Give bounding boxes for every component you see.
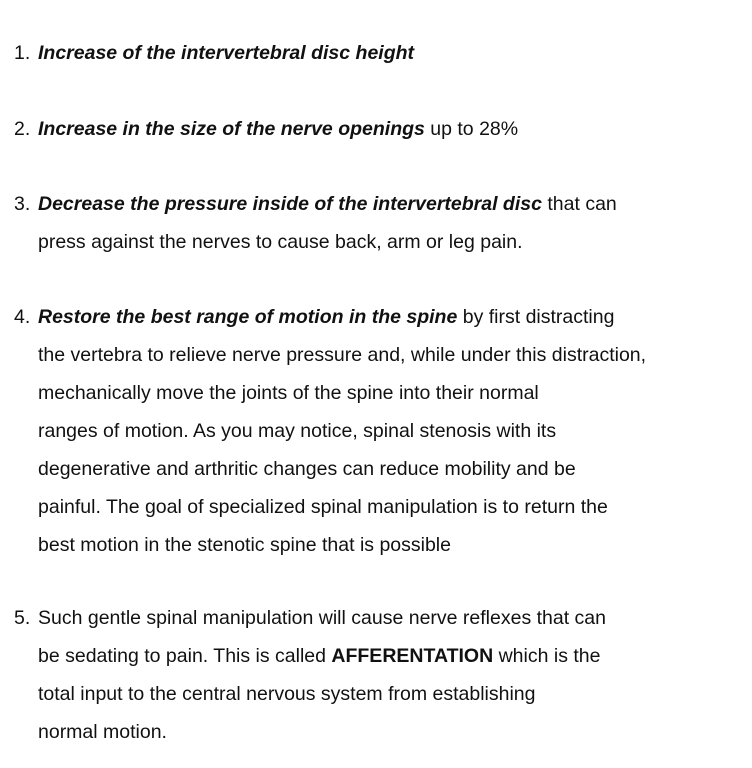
list-item-line: painful. The goal of specialized spinal manipulation is to return the — [38, 496, 608, 518]
list-item-line: total input to the central nervous system from establishing — [38, 683, 536, 705]
list-item-line: Such gentle spinal manipulation will cause nerve reflexes that can — [38, 607, 606, 629]
body-text: up to 28% — [424, 118, 519, 140]
body-text: by first distracting — [457, 306, 615, 328]
body-text: that can — [541, 193, 617, 215]
list-item-line: press against the nerves to cause back, arm or leg pain. — [38, 231, 523, 253]
emphasis-text: Increase of the intervertebral disc height — [38, 42, 415, 64]
list-item-number: 5. — [14, 607, 31, 629]
list-item-1 — [14, 34, 750, 72]
emphasis-text: Decrease the pressure inside of the intervertebral disc — [38, 193, 542, 215]
strong-term: AFFERENTATION — [331, 645, 494, 667]
list-item-4 — [14, 298, 750, 564]
list-item-3 — [14, 185, 750, 261]
list-item-line — [14, 34, 750, 72]
list-item-5 — [14, 599, 750, 751]
list-item-line — [14, 298, 750, 336]
list-item-number: 1. — [14, 42, 31, 64]
list-item-line — [14, 637, 750, 675]
list-item-line: mechanically move the joints of the spine into their normal — [38, 382, 539, 404]
body-text: which is the — [493, 645, 601, 667]
body-text: be sedating to pain. This is called — [38, 645, 332, 667]
list-item-line: degenerative and arthritic changes can reduce mobility and be — [38, 458, 576, 480]
emphasis-text: Restore the best range of motion in the spine — [38, 306, 458, 328]
list-item-line — [14, 185, 750, 223]
emphasis-text: Increase in the size of the nerve openings — [38, 118, 425, 140]
list-item-number: 4. — [14, 306, 31, 328]
list-item-2 — [14, 110, 750, 148]
list-item-line: best motion in the stenotic spine that is possible — [38, 534, 451, 556]
list-item-line — [14, 110, 750, 148]
list-item-number: 3. — [14, 193, 31, 215]
list-item-line: the vertebra to relieve nerve pressure and, while under this distraction, — [38, 344, 647, 366]
list-item-line: ranges of motion. As you may notice, spinal stenosis with its — [38, 420, 557, 442]
list-item-line: normal motion. — [38, 721, 167, 743]
list-item-number: 2. — [14, 118, 31, 140]
